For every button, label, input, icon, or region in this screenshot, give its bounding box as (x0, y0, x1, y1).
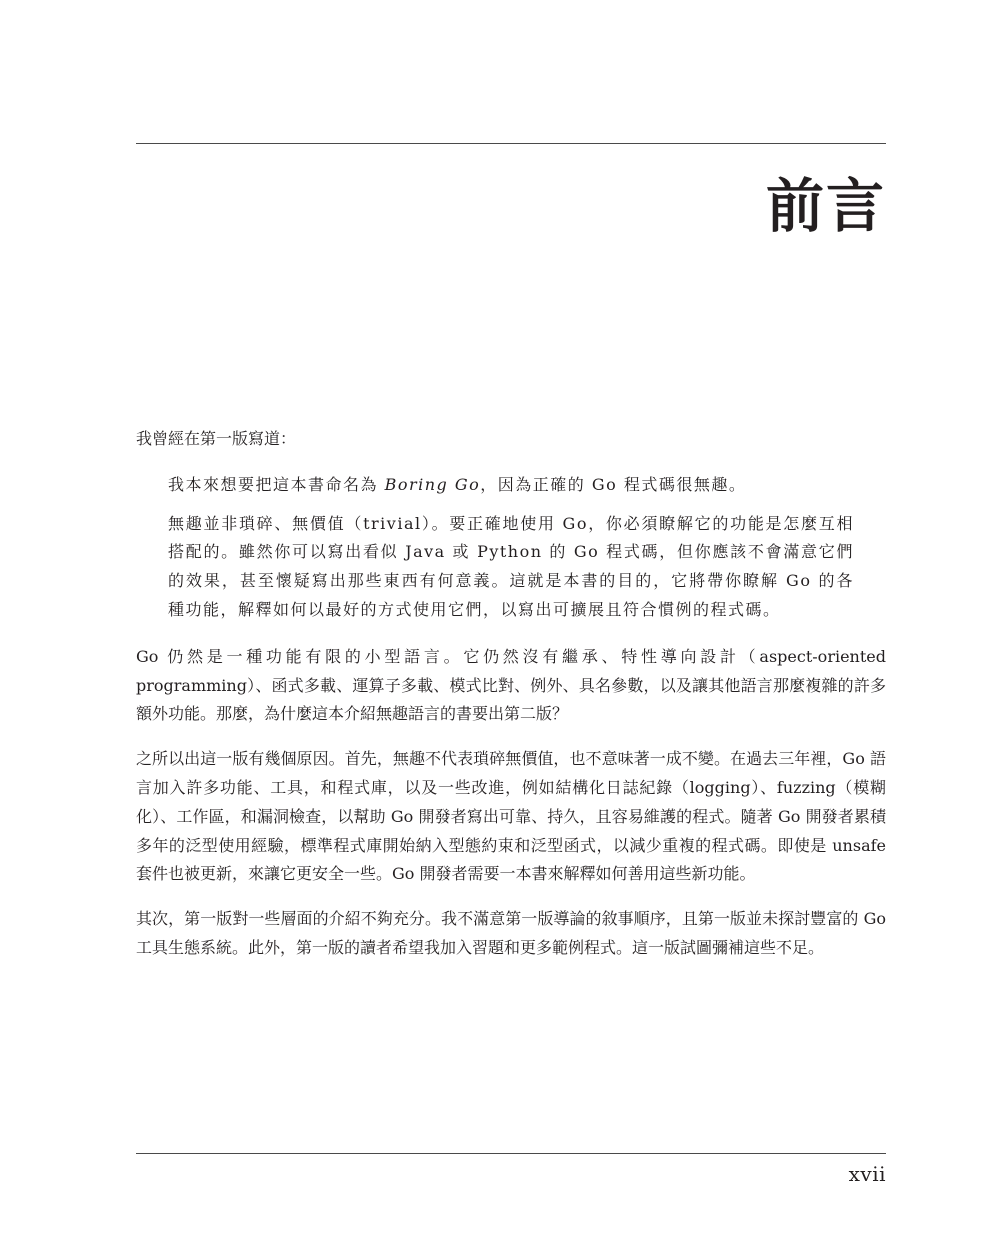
block-quote (168, 471, 854, 625)
book-title-italic: Boring Go (384, 474, 481, 494)
body-paragraph-3: 其次，第一版對一些層面的介紹不夠充分。我不滿意第一版導論的敘事順序，且第一版並未探討豐富的 Go 工具生態系統。此外，第一版的讀者希望我加入習題和更多範例程式。這一版試圖彌補這些不足。 (136, 909, 886, 957)
page-body (136, 425, 886, 979)
page-number: xvii (848, 1162, 886, 1186)
lead-paragraph: 我曾經在第一版寫道： (136, 429, 297, 448)
body-paragraph-1: Go 仍然是一種功能有限的小型語言。它仍然沒有繼承、特性導向設計（aspect-oriented programming）、函式多載、運算子多載、模式比對、例外、具名參數，以及讓其他語言那麼複雜的許多額外功能。那麼，為什麼這本介紹無趣語言的書要出第二版？ (136, 646, 886, 724)
quote-paragraph-1 (168, 471, 854, 500)
top-rule (136, 143, 886, 144)
chapter-title: 前言 (765, 172, 886, 240)
body-paragraph-2: 之所以出這一版有幾個原因。首先，無趣不代表瑣碎無價值，也不意味著一成不變。在過去三年裡，Go 語言加入許多功能、工具，和程式庫，以及一些改進，例如結構化日誌紀錄（logging）、fuzzing（模糊化）、工作區，和漏洞檢查，以幫助 Go 開發者寫出可靠、持久，且容易維護的程式。隨著 Go 開發者累積多年的泛型使用經驗，標準程式庫開始納入型態約束和泛型函式，以減少重複的程式碼。即使是 unsafe 套件也被更新，來讓它更安全一些。Go 開發者需要一本書來解釋如何善用這些新功能。 (136, 749, 886, 884)
quote-paragraph-2: 無趣並非瑣碎、無價值（trivial）。要正確地使用 Go，你必須瞭解它的功能是怎麼互相搭配的。雖然你可以寫出看似 Java 或 Python 的 Go 程式碼，但你應該不會滿意它們的效果，甚至懷疑寫出那些東西有何意義。這就是本書的目的，它將帶你瞭解 Go 的各種功能，解釋如何以最好的方式使用它們，以寫出可擴展且符合慣例的程式碼。 (168, 513, 854, 619)
quote-text-before: 我本來想要把這本書命名為 (168, 474, 385, 494)
quote-text-after: ，因為正確的 Go 程式碼很無趣。 (480, 474, 747, 494)
bottom-rule (136, 1153, 886, 1154)
